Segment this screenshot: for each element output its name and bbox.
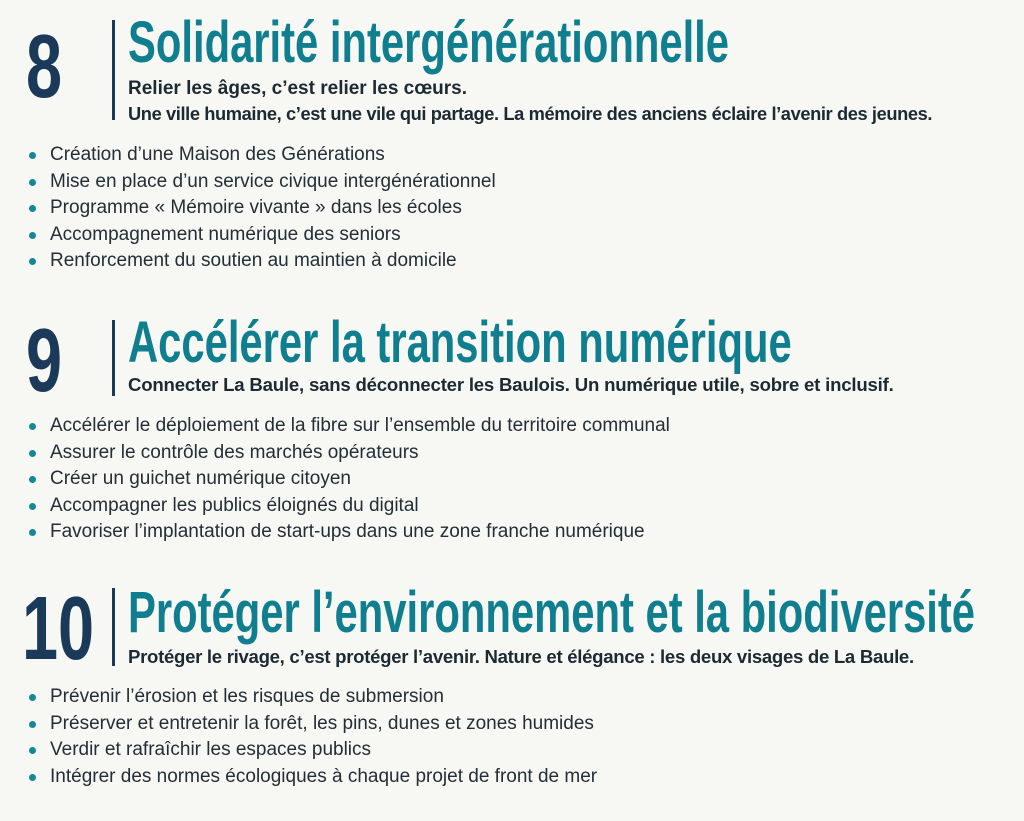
bullet-icon [29,774,36,781]
bullet-icon [29,503,36,510]
list-item: Intégrer des normes écologiques à chaque projet de front de mer [28,764,597,791]
section-item-list [28,142,496,275]
bullet-icon [29,721,36,728]
list-item: Créer un guichet numérique citoyen [28,466,670,493]
list-item: Accélérer le déploiement de la fibre sur l’ensemble du territoire communal [28,413,670,440]
list-item: Accompagnement numérique des seniors [28,222,496,249]
list-item: Accompagner les publics éloignés du digital [28,493,670,520]
list-item: Assurer le contrôle des marchés opérateurs [28,440,670,467]
list-item: Favoriser l’implantation de start-ups dans une zone franche numérique [28,519,670,546]
section-number: 9 [26,311,63,411]
bullet-icon [29,529,36,536]
bullet-icon [29,205,36,212]
section-item-list [28,684,597,790]
section-item-list [28,413,670,546]
list-item: Création d’une Maison des Générations [28,142,496,169]
divider-bar [112,588,115,666]
list-item: Programme « Mémoire vivante » dans les écoles [28,195,496,222]
section-title: Solidarité intergénérationnelle [128,10,730,75]
section-subtitle-line-2: Une ville humaine, c’est une vile qui partage. La mémoire des anciens éclaire l’avenir des jeunes. [128,103,933,124]
section-title: Protéger l’environnement et la biodiversité [128,580,976,645]
list-item: Verdir et rafraîchir les espaces publics [28,737,597,764]
list-item: Mise en place d’un service civique intergénérationnel [28,169,496,196]
bullet-icon [29,179,36,186]
bullet-icon [29,747,36,754]
bullet-icon [29,476,36,483]
bullet-icon [29,423,36,430]
divider-bar [112,320,115,396]
bullet-icon [29,232,36,239]
list-item: Préserver et entretenir la forêt, les pins, dunes et zones humides [28,711,597,738]
section-subtitle-line-1: Protéger le rivage, c’est protéger l’avenir. Nature et élégance : les deux visages de La Baule. [128,646,914,667]
bullet-icon [29,450,36,457]
bullet-icon [29,694,36,701]
divider-bar [112,20,115,120]
section-number: 10 [22,579,95,679]
section-subtitle-line-1: Connecter La Baule, sans déconnecter les Baulois. Un numérique utile, sobre et inclusif. [128,374,894,395]
bullet-icon [29,152,36,159]
list-item: Renforcement du soutien au maintien à domicile [28,248,496,275]
section-number: 8 [26,17,63,117]
section-title: Accélérer la transition numérique [128,310,792,375]
list-item: Prévenir l’érosion et les risques de submersion [28,684,597,711]
bullet-icon [29,258,36,265]
section-subtitle-line-1: Relier les âges, c’est relier les cœurs. [128,78,468,99]
